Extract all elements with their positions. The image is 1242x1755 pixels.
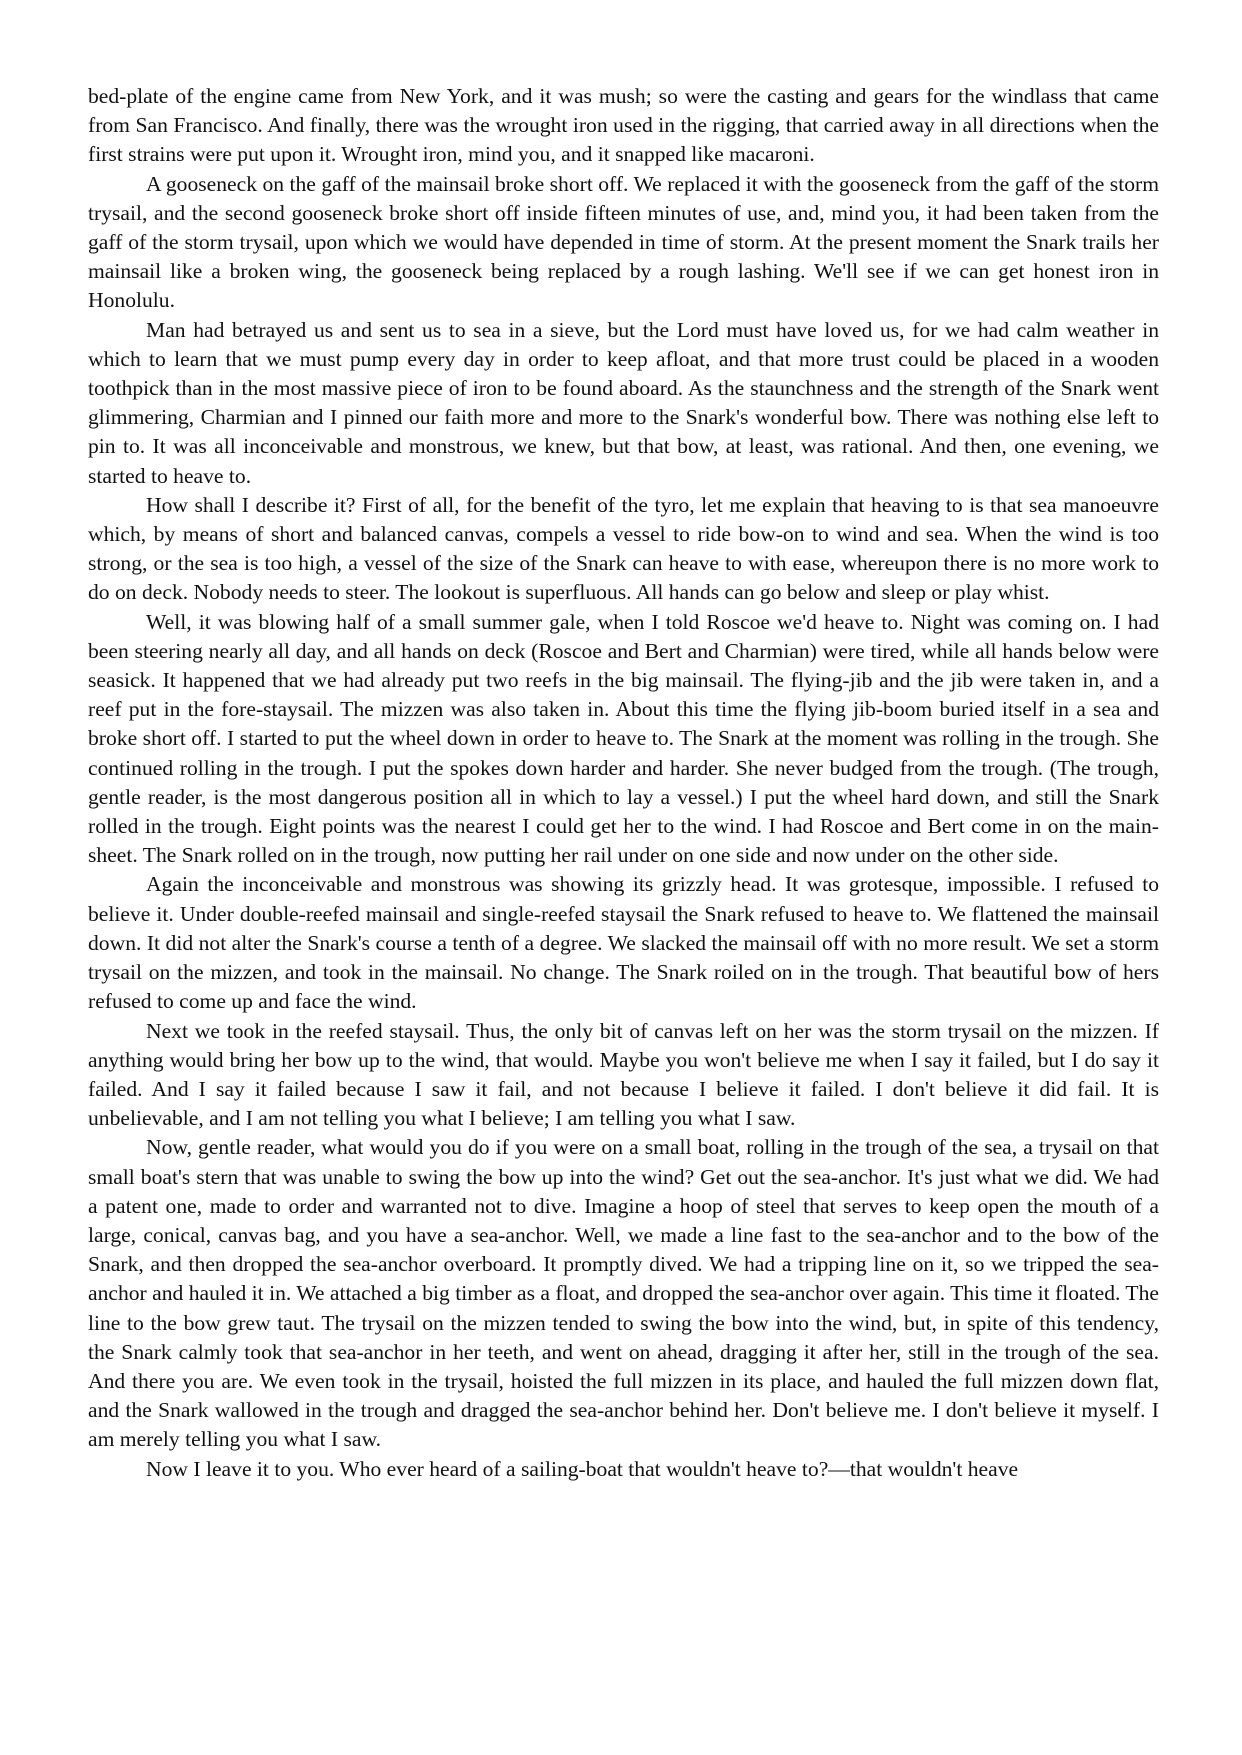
paragraph-sieve: Man had betrayed us and sent us to sea in a sieve, but the Lord must have loved us, for we had calm weather in which to learn that we must pump every day in order to keep afloat, and that more trust could be placed in a wooden toothpick than in the most massive piece of iron to be found aboard. As the staunchness and the strength of the Snark went glimmering, Charmian and I pinned our faith more and more to the Snark's wonderful bow. There was nothing else left to pin to. It was all inconceivable and monstrous, we knew, but that bow, at least, was rational. And then, one evening, we started to heave to. <box>88 317 1159 488</box>
paragraph-gooseneck: A gooseneck on the gaff of the mainsail broke short off. We replaced it with the gooseneck from the gaff of the storm trysail, and the second gooseneck broke short off inside fifteen minutes of use, and, mind you, it had been taken from the gaff of the storm trysail, upon which we would have depended in time of storm. At the present moment the Snark trails her mainsail like a broken wing, the gooseneck being replaced by a rough lashing. We'll see if we can get honest iron in Honolulu. <box>88 171 1159 313</box>
paragraph-gale: Well, it was blowing half of a small summer gale, when I told Roscoe we'd heave to. Night was coming on. I had been steering nearly all day, and all hands on deck (Roscoe and Bert and Charmian) were tired, while all hands below were seasick. It happened that we had already put two reefs in the big mainsail. The flying-jib and the jib were taken in, and a reef put in the fore-staysail. The mizzen was also taken in. About this time the flying jib-boom buried itself in a sea and broke short off. I started to put the wheel down in order to heave to. The Snark at the moment was rolling in the trough. She continued rolling in the trough. I put the spokes down harder and harder. She never budged from the trough. (The trough, gentle reader, is the most dangerous position all in which to lay a vessel.) I put the wheel hard down, and still the Snark rolled in the trough. Eight points was the nearest I could get her to the wind. I had Roscoe and Bert come in on the main-sheet. The Snark rolled on in the trough, now putting her rail under on one side and now under on the other side. <box>88 609 1159 868</box>
paragraph-staysail: Next we took in the reefed staysail. Thus, the only bit of canvas left on her was the storm trysail on the mizzen. If anything would bring her bow up to the wind, that would. Maybe you won't believe me when I say it failed, but I do say it failed. And I say it failed because I saw it fail, and not because I believe it failed. I don't believe it did fail. It is unbelievable, and I am not telling you what I believe; I am telling you what I saw. <box>88 1018 1159 1131</box>
paragraph-sea-anchor: Now, gentle reader, what would you do if you were on a small boat, rolling in the trough of the sea, a trysail on that small boat's stern that was unable to swing the bow up into the wind? Get out the sea-anchor. It's just what we did. We had a patent one, made to order and warranted not to dive. Imagine a hoop of steel that serves to keep open the mouth of a large, conical, canvas bag, and you have a sea-anchor. Well, we made a line fast to the sea-anchor and to the bow of the Snark, and then dropped the sea-anchor overboard. It promptly dived. We had a tripping line on it, so we tripped the sea-anchor and hauled it in. We attached a big timber as a float, and dropped the sea-anchor over again. This time it floated. The line to the bow grew taut. The trysail on the mizzen tended to swing the bow into the wind, but, in spite of this tendency, the Snark calmly took that sea-anchor in her teeth, and went on ahead, dragging it after her, still in the trough of the sea. And there you are. We even took in the trysail, hoisted the full mizzen in its place, and hauled the full mizzen down flat, and the Snark wallowed in the trough and dragged the sea-anchor behind her. Don't believe me. I don't believe it myself. I am merely telling you what I saw. <box>88 1135 1159 1452</box>
paragraph-final: Now I leave it to you. Who ever heard of a sailing-boat that wouldn't heave to?—that wouldn't heave <box>146 1456 1019 1481</box>
paragraph-heaving-to: How shall I describe it? First of all, for the benefit of the tyro, let me explain that heaving to is that sea manoeuvre which, by means of short and balanced canvas, compels a vessel to ride bow-on to wind and sea. When the wind is too strong, or the sea is too high, a vessel of the size of the Snark can heave to with ease, whereupon there is no more work to do on deck. Nobody needs to steer. The lookout is superfluous. All hands can go below and sleep or play whist. <box>88 492 1159 605</box>
paragraph-inconceivable: Again the inconceivable and monstrous was showing its grizzly head. It was grotesque, impossible. I refused to believe it. Under double-reefed mainsail and single-reefed staysail the Snark refused to heave to. We flattened the mainsail down. It did not alter the Snark's course a tenth of a degree. We slacked the mainsail off with no more result. We set a storm trysail on the mizzen, and took in the mainsail. No change. The Snark roiled on in the trough. That beautiful bow of hers refused to come up and face the wind. <box>88 872 1159 1014</box>
book-page <box>88 82 1159 1484</box>
paragraph-continuation: bed-plate of the engine came from New York, and it was mush; so were the casting and gears for the windlass that came from San Francisco. And finally, there was the wrought iron used in the rigging, that carried away in all directions when the first strains were put upon it. Wrought iron, mind you, and it snapped like macaroni. <box>88 84 1159 167</box>
